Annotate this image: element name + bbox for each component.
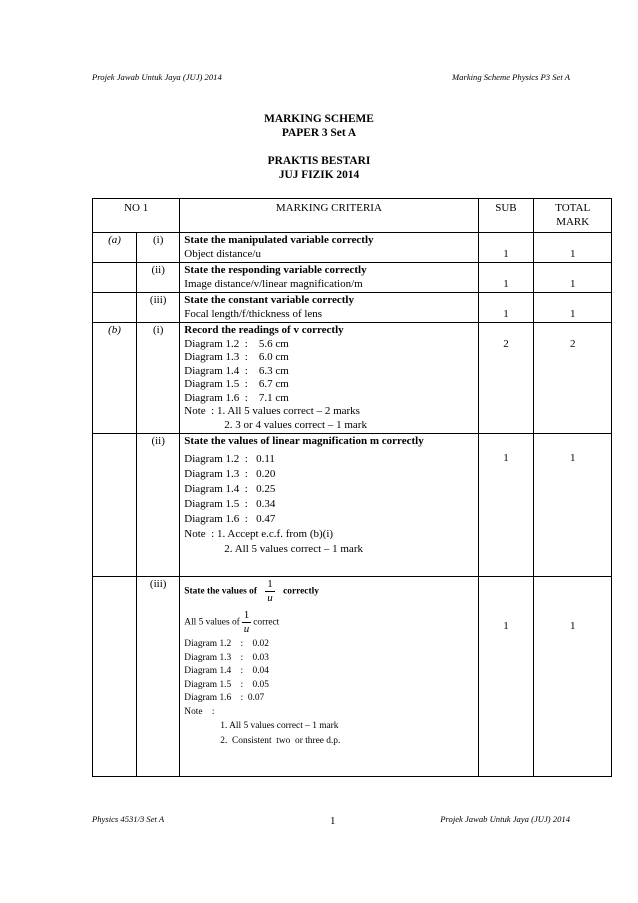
sub-mark: 1 bbox=[503, 247, 509, 260]
reading-line: Diagram 1.4 : 6.3 cm bbox=[184, 364, 289, 377]
note-label: Note : bbox=[184, 706, 215, 717]
page-number: 1 bbox=[330, 815, 336, 827]
note-line: Note : 1. Accept e.c.f. from (b)(i) bbox=[184, 527, 334, 540]
total-mark-cell bbox=[534, 577, 612, 777]
value-line: Diagram 1.4 : 0.04 bbox=[184, 666, 269, 676]
criteria-cell bbox=[180, 263, 478, 293]
footer-left: Physics 4531/3 Set A bbox=[92, 814, 165, 824]
reading-line: Diagram 1.2 : 5.6 cm bbox=[184, 337, 289, 350]
sub-mark-cell bbox=[478, 233, 534, 263]
criteria-detail: Image distance/v/linear magnification/m bbox=[184, 277, 363, 290]
criteria-detail: Object distance/u bbox=[184, 247, 261, 260]
table-row bbox=[93, 434, 612, 577]
fraction-numerator: 1 bbox=[267, 578, 273, 590]
item-num: (i) bbox=[137, 233, 180, 263]
sub-mark-cell bbox=[478, 434, 534, 577]
sub-mark: 2 bbox=[503, 337, 509, 350]
criteria-heading: Record the readings of v correctly bbox=[184, 324, 344, 336]
criteria-heading-post: correctly bbox=[283, 586, 319, 597]
criteria-cell bbox=[180, 577, 478, 777]
header-left: Projek Jawab Untuk Jaya (JUJ) 2014 bbox=[92, 72, 222, 82]
value-line: Diagram 1.6 : 0.07 bbox=[184, 693, 265, 703]
item-num: (ii) bbox=[137, 263, 180, 293]
note-line: 2. All 5 values correct – 1 mark bbox=[224, 542, 363, 555]
value-line: Diagram 1.5 : 0.34 bbox=[184, 497, 276, 510]
criteria-heading: State the manipulated variable correctly bbox=[184, 234, 374, 246]
title-paper: PAPER 3 Set A bbox=[281, 127, 357, 139]
section-label-a: (a) bbox=[93, 233, 137, 263]
total-mark-cell bbox=[534, 263, 612, 293]
total-mark: 2 bbox=[569, 337, 576, 350]
fraction-one-over-u bbox=[242, 609, 252, 636]
value-line: Diagram 1.3 : 0.20 bbox=[184, 467, 276, 480]
criteria-detail: Focal length/f/thickness of lens bbox=[184, 307, 323, 320]
title-praktis: PRAKTIS BESTARI bbox=[267, 155, 371, 167]
fraction-one-over-u bbox=[265, 578, 275, 605]
marking-table bbox=[92, 198, 612, 777]
sub-mark-cell bbox=[478, 323, 534, 434]
fraction-denominator: u bbox=[243, 623, 250, 635]
sub-mark-cell bbox=[478, 263, 534, 293]
total-mark: 1 bbox=[569, 307, 576, 320]
col-header-total bbox=[534, 199, 612, 233]
criteria-heading bbox=[184, 578, 473, 605]
total-mark: 1 bbox=[569, 452, 576, 464]
total-mark: 1 bbox=[569, 620, 576, 632]
value-line: Diagram 1.2 : 0.11 bbox=[184, 452, 275, 465]
table-row bbox=[93, 293, 612, 323]
criteria-subline-pre: All 5 values of bbox=[184, 617, 240, 628]
criteria-cell bbox=[180, 233, 478, 263]
criteria-subline-post: correct bbox=[253, 617, 280, 628]
document-titles bbox=[0, 112, 638, 182]
total-mark-cell bbox=[534, 323, 612, 434]
sub-mark: 1 bbox=[503, 620, 509, 632]
value-line: Diagram 1.6 : 0.47 bbox=[184, 512, 276, 525]
table-row bbox=[93, 233, 612, 263]
sub-mark: 1 bbox=[503, 307, 509, 320]
item-num: (iii) bbox=[137, 577, 180, 777]
note-line: 2. 3 or 4 values correct – 1 mark bbox=[224, 418, 367, 431]
total-mark-cell bbox=[534, 434, 612, 577]
criteria-cell bbox=[180, 434, 478, 577]
total-mark: 1 bbox=[569, 277, 576, 290]
total-mark-cell bbox=[534, 233, 612, 263]
reading-line: Diagram 1.5 : 6.7 cm bbox=[184, 378, 289, 390]
criteria-subline bbox=[184, 609, 473, 636]
total-mark-cell bbox=[534, 293, 612, 323]
sub-mark-cell bbox=[478, 293, 534, 323]
note-line: 2. Consistent two or three d.p. bbox=[220, 736, 341, 746]
col-header-sub: SUB bbox=[478, 199, 534, 233]
item-num: (iii) bbox=[137, 293, 180, 323]
table-row bbox=[93, 577, 612, 777]
criteria-heading: State the responding variable correctly bbox=[184, 264, 367, 276]
table-row bbox=[93, 323, 612, 434]
title-juj: JUJ FIZIK 2014 bbox=[278, 169, 360, 181]
value-line: Diagram 1.4 : 0.25 bbox=[184, 482, 276, 495]
criteria-heading: State the constant variable correctly bbox=[184, 294, 354, 306]
sub-mark-cell bbox=[478, 577, 534, 777]
footer-right: Projek Jawab Untuk Jaya (JUJ) 2014 bbox=[440, 814, 570, 824]
table-header-row bbox=[93, 199, 612, 233]
criteria-heading: State the values of linear magnification m correctly bbox=[184, 435, 424, 447]
note-line: 1. All 5 values correct – 1 mark bbox=[220, 721, 339, 731]
col-header-total-label: TOTAL MARK bbox=[555, 202, 591, 228]
header-right: Marking Scheme Physics P3 Set A bbox=[452, 72, 570, 82]
col-header-no: NO 1 bbox=[93, 199, 180, 233]
item-num: (ii) bbox=[137, 434, 180, 577]
fraction-denominator: u bbox=[267, 592, 273, 604]
criteria-cell bbox=[180, 293, 478, 323]
value-line: Diagram 1.2 : 0.02 bbox=[184, 639, 269, 649]
reading-line: Diagram 1.6 : 7.1 cm bbox=[184, 391, 289, 404]
criteria-cell bbox=[180, 323, 478, 434]
title-marking-scheme: MARKING SCHEME bbox=[264, 113, 374, 125]
value-line: Diagram 1.3 : 0.03 bbox=[184, 652, 269, 663]
reading-line: Diagram 1.3 : 6.0 cm bbox=[184, 351, 289, 363]
fraction-numerator: 1 bbox=[243, 609, 250, 621]
note-line: Note : 1. All 5 values correct – 2 marks bbox=[184, 405, 360, 417]
table-row bbox=[93, 263, 612, 293]
section-label-b: (b) bbox=[93, 323, 137, 434]
sub-mark: 1 bbox=[503, 277, 509, 290]
criteria-heading-pre: State the values of bbox=[184, 586, 257, 597]
col-header-criteria: MARKING CRITERIA bbox=[180, 199, 478, 233]
sub-mark: 1 bbox=[503, 452, 509, 464]
value-line: Diagram 1.5 : 0.05 bbox=[184, 679, 269, 690]
item-num: (i) bbox=[137, 323, 180, 434]
total-mark: 1 bbox=[569, 247, 576, 260]
